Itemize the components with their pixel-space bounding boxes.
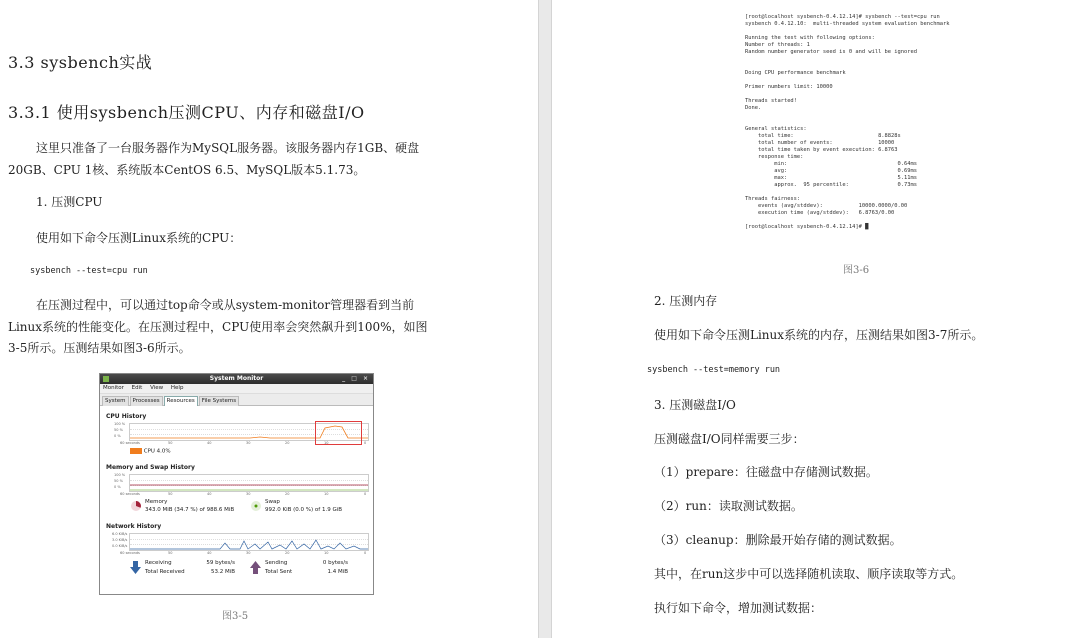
terminal-line bbox=[745, 119, 949, 126]
cpu-color-swatch[interactable] bbox=[130, 448, 142, 454]
terminal-output bbox=[745, 14, 949, 231]
net-xtick-50: 50 bbox=[168, 551, 173, 555]
terminal-line bbox=[745, 112, 949, 119]
item-3-heading: 3. 压测磁盘I/O bbox=[654, 398, 736, 412]
tab-bar bbox=[100, 394, 373, 406]
terminal-line bbox=[745, 91, 949, 98]
memory-command: sysbench --test=memory run bbox=[647, 365, 781, 375]
cpu-command-intro: 使用如下命令压测Linux系统的CPU： bbox=[36, 231, 242, 245]
terminal-line bbox=[745, 56, 949, 63]
terminal-line: [root@localhost sysbench-0.4.12.14]# sysbench --test=cpu run bbox=[745, 14, 940, 20]
terminal-line: Doing CPU performance benchmark bbox=[745, 70, 846, 76]
receiving-label: Receiving bbox=[145, 560, 172, 566]
cpu-legend-label: CPU 4.0% bbox=[143, 448, 171, 455]
sending-rate: 0 bytes/s bbox=[322, 560, 348, 566]
cpu-legend bbox=[130, 448, 171, 455]
total-received-value: 53.2 MiB bbox=[210, 569, 235, 575]
window-title: System Monitor bbox=[209, 375, 264, 382]
app-icon bbox=[103, 376, 109, 382]
terminal-line: total number of events: 10000 bbox=[745, 140, 895, 146]
network-line bbox=[130, 534, 368, 550]
memory-command-intro: 使用如下命令压测Linux系统的内存，压测结果如图3-7所示。 bbox=[654, 328, 984, 342]
cpu-xtick-50: 50 bbox=[168, 441, 173, 445]
cpu-tick-0: 0 % bbox=[114, 434, 121, 438]
step-2: （2）run：读取测试数据。 bbox=[654, 499, 803, 513]
subsection-title: 3.3.1 使用sysbench压测CPU、内存和磁盘I/O bbox=[8, 103, 365, 122]
para2-line-1: 在压测过程中，可以通过top命令或从system-monitor管理器看到当前 bbox=[36, 298, 415, 312]
mem-xtick-30: 30 bbox=[246, 492, 251, 496]
memory-graph bbox=[129, 474, 369, 492]
mem-xtick-0: 0 bbox=[364, 492, 367, 496]
tab-resources[interactable]: Resources bbox=[164, 396, 198, 406]
figure-3-5-caption: 图3-5 bbox=[222, 611, 249, 622]
cpu-tick-100: 100 % bbox=[114, 422, 126, 426]
terminal-line: events (avg/stddev): 10000.0000/0.00 bbox=[745, 203, 908, 209]
intro-line-2: 20GB、CPU 1核、系统版本CentOS 6.5、MySQL版本5.1.73。 bbox=[8, 163, 366, 177]
item-2-heading: 2. 压测内存 bbox=[654, 294, 718, 308]
mem-xtick-20: 20 bbox=[285, 492, 290, 496]
memory-pie-icon[interactable] bbox=[130, 500, 142, 512]
terminal-line bbox=[745, 63, 949, 70]
mem-tick-100: 100 % bbox=[114, 473, 126, 477]
cpu-xtick-60: 60 seconds bbox=[120, 441, 140, 445]
disk-intro: 压测磁盘I/O同样需要三步： bbox=[654, 432, 805, 446]
menu-view[interactable]: View bbox=[150, 385, 164, 391]
mem-tick-50: 50 % bbox=[114, 479, 123, 483]
net-xtick-0: 0 bbox=[364, 551, 367, 555]
menu-edit[interactable]: Edit bbox=[131, 385, 143, 391]
cpu-xtick-10: 10 bbox=[324, 441, 329, 445]
terminal-line: approx. 95 percentile: 0.73ms bbox=[745, 182, 918, 188]
sending-arrow-icon[interactable] bbox=[250, 561, 261, 574]
highlight-box bbox=[315, 421, 362, 445]
menu-monitor[interactable]: Monitor bbox=[103, 385, 124, 391]
menu-help[interactable]: Help bbox=[170, 385, 184, 391]
terminal-line bbox=[745, 217, 949, 224]
tab-processes[interactable]: Processes bbox=[130, 396, 163, 406]
swap-value: 992.0 KiB (0.0 %) of 1.9 GiB bbox=[265, 507, 343, 513]
net-xtick-60: 60 seconds bbox=[120, 551, 140, 555]
terminal-line: max: 5.11ms bbox=[745, 175, 918, 181]
mem-xtick-10: 10 bbox=[324, 492, 329, 496]
net-tick-6: 6.0 KiB/s bbox=[112, 532, 128, 536]
step-1: （1）prepare：往磁盘中存储测试数据。 bbox=[654, 465, 878, 479]
sending-label: Sending bbox=[265, 560, 288, 566]
item-1-heading: 1. 压测CPU bbox=[36, 195, 103, 209]
net-xtick-40: 40 bbox=[207, 551, 212, 555]
figure-3-6-caption: 图3-6 bbox=[843, 265, 870, 276]
terminal-line bbox=[745, 77, 949, 84]
cpu-graph bbox=[129, 423, 369, 441]
terminal-line: Threads started! bbox=[745, 98, 797, 104]
cpu-command: sysbench --test=cpu run bbox=[30, 266, 148, 276]
terminal-line: min: 0.64ms bbox=[745, 161, 918, 167]
net-xtick-10: 10 bbox=[324, 551, 329, 555]
cpu-xtick-30: 30 bbox=[246, 441, 251, 445]
terminal-line: Threads fairness: bbox=[745, 196, 801, 202]
run-note: 其中，在run这步中可以选择随机读取、顺序读取等方式。 bbox=[654, 567, 964, 581]
para2-line-3: 3-5所示。压测结果如图3-6所示。 bbox=[8, 341, 191, 355]
network-history-title: Network History bbox=[106, 523, 162, 530]
terminal-line: Random number generator seed is 0 and will be ignored bbox=[745, 49, 918, 55]
receiving-rate: 59 bytes/s bbox=[206, 560, 235, 566]
net-tick-0: 0.0 KiB/s bbox=[112, 544, 128, 548]
terminal-line bbox=[745, 28, 949, 35]
para2-line-2: Linux系统的性能变化。在压测过程中，CPU使用率会突然飙升到100%，如图 bbox=[8, 320, 428, 334]
mem-xtick-60: 60 seconds bbox=[120, 492, 140, 496]
net-tick-3: 3.0 KiB/s bbox=[112, 538, 128, 542]
memory-line bbox=[130, 475, 368, 491]
terminal-line: Done. bbox=[745, 105, 762, 111]
total-sent-label: Total Sent bbox=[265, 569, 293, 575]
terminal-line: [root@localhost sysbench-0.4.12.14]# █ bbox=[745, 224, 869, 230]
terminal-line: avg: 0.69ms bbox=[745, 168, 918, 174]
menu-bar bbox=[100, 384, 373, 394]
total-received-label: Total Received bbox=[145, 569, 185, 575]
total-sent-value: 1.4 MiB bbox=[327, 569, 348, 575]
cpu-xtick-20: 20 bbox=[285, 441, 290, 445]
last-line: 执行如下命令，增加测试数据： bbox=[654, 601, 823, 615]
terminal-line: General statistics: bbox=[745, 126, 807, 132]
swap-label: Swap bbox=[265, 499, 280, 505]
mem-tick-0: 0 % bbox=[114, 485, 121, 489]
tab-file-systems[interactable]: File Systems bbox=[199, 396, 239, 406]
terminal-line: execution time (avg/stddev): 6.8763/0.00 bbox=[745, 210, 895, 216]
section-title: 3.3 sysbench实战 bbox=[8, 53, 153, 72]
cpu-xtick-0: 0 bbox=[364, 441, 367, 445]
receiving-arrow-icon[interactable] bbox=[130, 561, 141, 574]
tab-system[interactable]: System bbox=[102, 396, 129, 406]
mem-xtick-40: 40 bbox=[207, 492, 212, 496]
swap-pie-icon[interactable] bbox=[250, 500, 262, 512]
right-page bbox=[552, 0, 1076, 638]
step-3: （3）cleanup：删除最开始存储的测试数据。 bbox=[654, 533, 902, 547]
intro-line-1: 这里只准备了一台服务器作为MySQL服务器。该服务器内存1GB、硬盘 bbox=[36, 141, 420, 155]
system-monitor-screenshot bbox=[99, 373, 374, 595]
terminal-line: Running the test with following options: bbox=[745, 35, 875, 41]
memory-value: 343.0 MiB (34.7 %) of 988.6 MiB bbox=[145, 507, 235, 513]
terminal-line: total time taken by event execution: 6.8763 bbox=[745, 147, 898, 153]
page-divider bbox=[538, 0, 552, 638]
memory-label: Memory bbox=[145, 499, 168, 505]
terminal-line bbox=[745, 189, 949, 196]
terminal-line: Primer numbers limit: 10000 bbox=[745, 84, 833, 90]
net-xtick-30: 30 bbox=[246, 551, 251, 555]
terminal-line: sysbench 0.4.12.10: multi-threaded system evaluation benchmark bbox=[745, 21, 950, 27]
terminal-line: Number of threads: 1 bbox=[745, 42, 810, 48]
cpu-history-title: CPU History bbox=[106, 413, 147, 420]
window-controls[interactable]: _ □ × bbox=[342, 375, 370, 382]
window-titlebar bbox=[100, 374, 373, 384]
cpu-tick-50: 50 % bbox=[114, 428, 123, 432]
cpu-xtick-40: 40 bbox=[207, 441, 212, 445]
memory-history-title: Memory and Swap History bbox=[106, 464, 195, 471]
net-xtick-20: 20 bbox=[285, 551, 290, 555]
terminal-line: total time: 8.8828s bbox=[745, 133, 901, 139]
mem-xtick-50: 50 bbox=[168, 492, 173, 496]
terminal-line: response time: bbox=[745, 154, 804, 160]
network-graph bbox=[129, 533, 369, 551]
